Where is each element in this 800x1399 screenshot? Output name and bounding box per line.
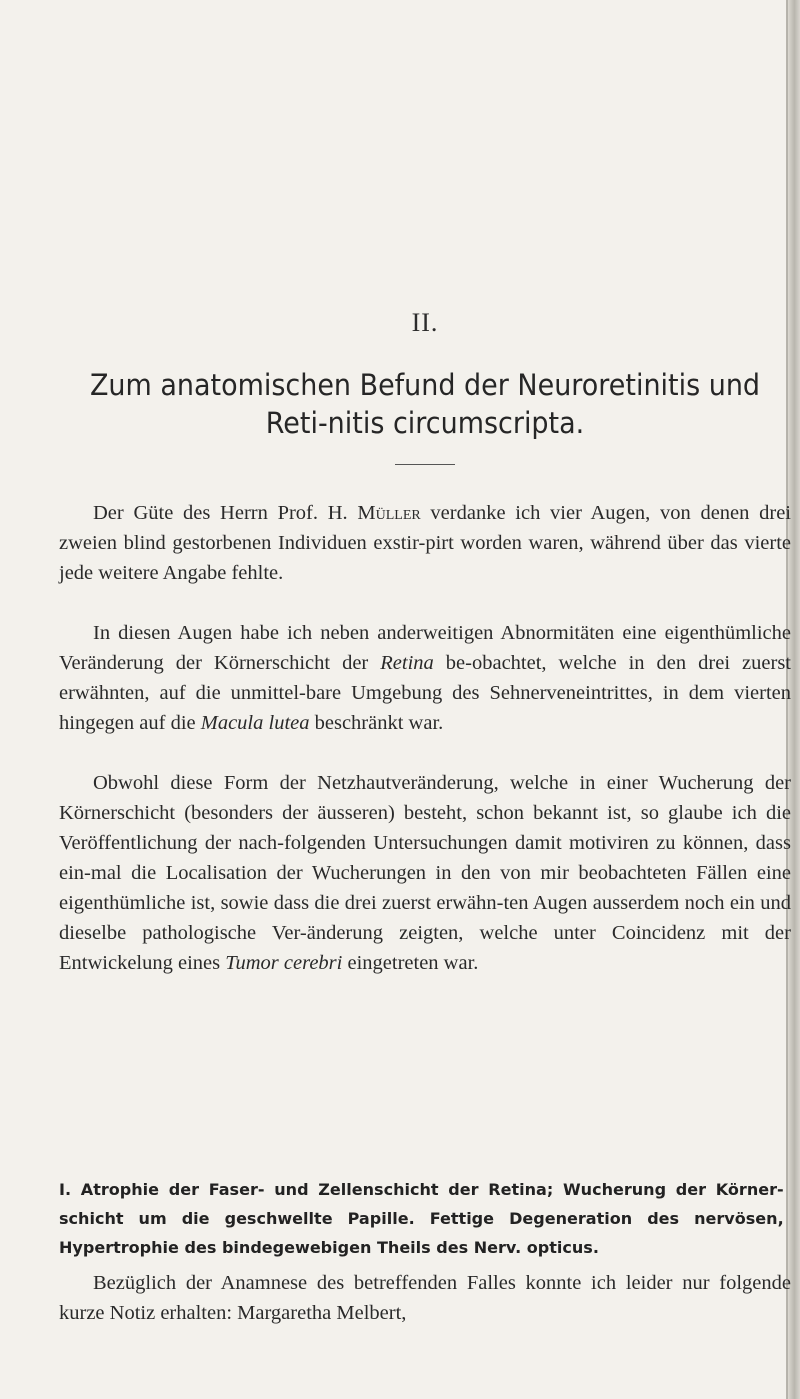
paragraph-4: Bezüglich der Anamnese des betreffenden Falles konnte ich leider nur folgende kurze Notiz erhalten: Margaretha Melbert, [59, 1272, 791, 1324]
term-retina: Retina [380, 652, 434, 674]
paragraph-1-text-b: verdanke ich vier Augen, von denen drei zweien blind gestorbenen Individuen exstir-pirt worden waren, während über das vierte jede weitere Angabe fehlte. [59, 502, 791, 584]
paragraph-2-text-a: In diesen Augen habe ich neben anderweitigen Abnormitäten eine eigenthümliche Veränderung der Körnerschicht der [59, 622, 791, 674]
paragraph-3 [59, 768, 791, 978]
paragraph-2-text-b: be-obachtet, welche in den drei zuerst erwähnten, auf die unmittel-bare Umgebung des Sehnerveneintrittes, in dem vierten hingegen auf die [59, 652, 791, 734]
paragraph-3-text-b: eingetreten war. [342, 952, 479, 974]
chapter-title: Zum anatomischen Befund der Neuroretinitis und Reti-nitis circumscripta. [89, 368, 761, 440]
paragraph-2-text-c: beschränkt war. [309, 712, 444, 734]
chapter-number: II. [411, 308, 439, 337]
term-tumor-cerebri: Tumor cerebri [225, 952, 343, 974]
section-heading: I. Atrophie der Faser- und Zellenschicht der Retina; Wucherung der Körner-schicht um die geschwellte Papille. Fettige Degeneration des nervösen, Hypertrophie des bindegewebigen Theils des Nerv. opticus. [59, 1180, 784, 1257]
title-divider [395, 464, 455, 465]
paragraph-1-text-a: Der Güte des Herrn Prof. H. [93, 502, 358, 524]
paragraph-2 [59, 618, 791, 738]
paragraph-3-text-a: Obwohl diese Form der Netzhautveränderung, welche in einer Wucherung der Körnerschicht (besonders der äusseren) besteht, schon bekannt ist, so glaube ich die Veröffentlichung der nach-folgenden Untersuchungen damit motiviren zu können, dass ein-mal die Localisation der Wucherungen in den von mir beobachteten Fällen eine eigenthümliche ist, sowie dass die drei zuerst erwähn-ten Augen ausserdem noch ein und dieselbe pathologische Ver-änderung zeigten, welche unter Coincidenz mit der Entwickelung eines [59, 772, 791, 974]
author-name: Müller [357, 502, 421, 524]
paragraph-1 [59, 498, 791, 588]
term-macula-lutea: Macula lutea [200, 712, 310, 734]
